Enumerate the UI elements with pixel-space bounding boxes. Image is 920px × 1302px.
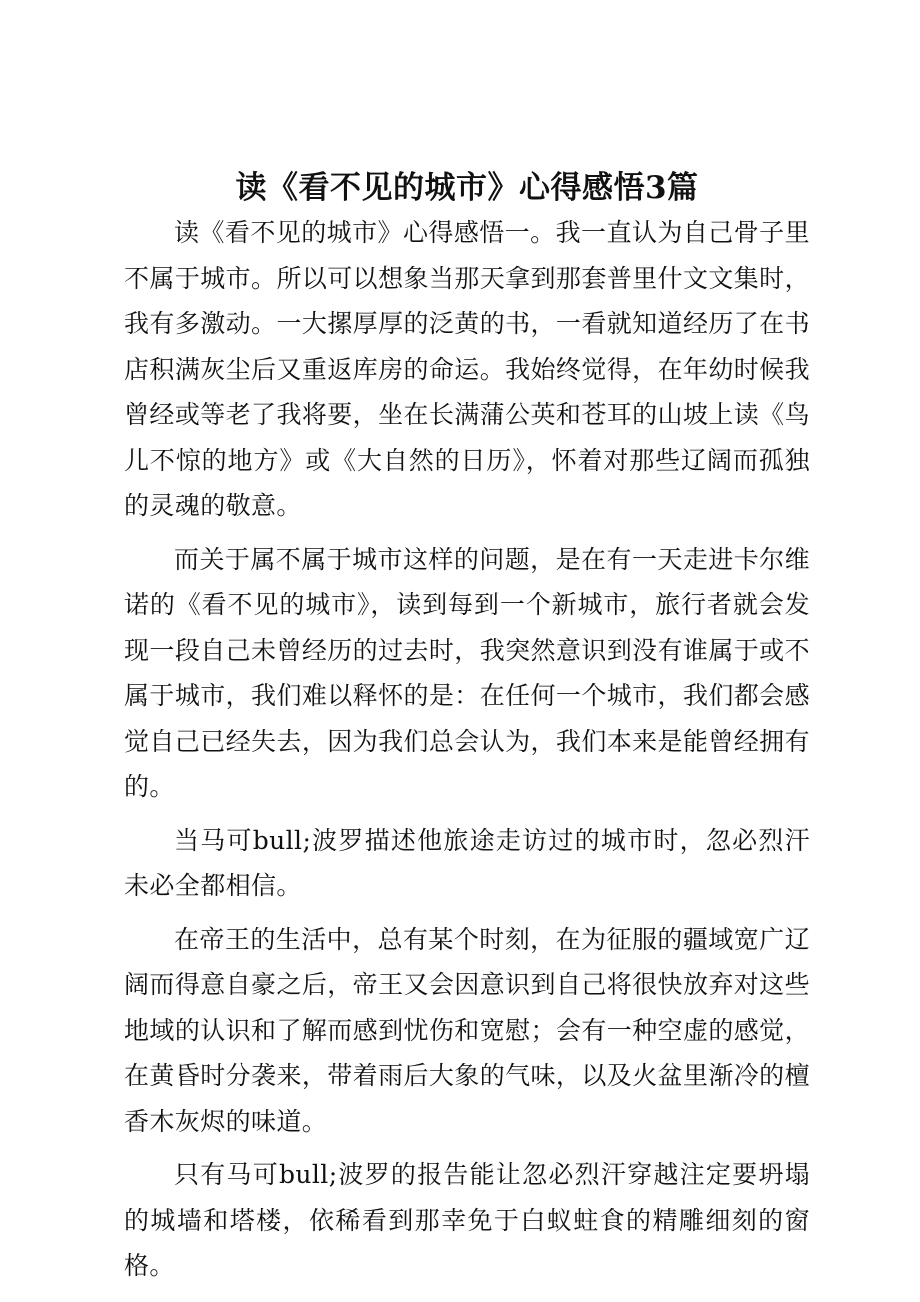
paragraph-3: 当马可bull;波罗描述他旅途走访过的城市时，忽必烈汗未必全都相信。 — [124, 825, 810, 900]
paragraph-1: 读《看不见的城市》心得感悟一。我一直认为自己骨子里不属于城市。所以可以想象当那天拿到那套普里什文文集时，我有多激动。一大摞厚厚的泛黄的书，一看就知道经历了在书店积满灰尘后又重返库房的命运。我始终觉得，在年幼时候我曾经或等老了我将要，坐在长满蒲公英和苍耳的山坡上读《鸟儿不惊的地方》或《大自然的日历》，怀着对那些辽阔而孤独的灵魂的敬意。 — [124, 218, 810, 520]
paragraph-5: 只有马可bull;波罗的报告能让忽必烈汗穿越注定要坍塌的城墙和塔楼，依稀看到那幸免于白蚁蛀食的精雕细刻的窗格。 — [124, 1160, 810, 1280]
paragraph-4: 在帝王的生活中，总有某个时刻，在为征服的疆域宽广辽阔而得意自豪之后，帝王又会因意识到自己将很快放弃对这些地域的认识和了解而感到忧伤和宽慰；会有一种空虚的感觉，在黄昏时分袭来，带着雨后大象的气味，以及火盆里渐冷的檀香木灰烬的味道。 — [124, 924, 810, 1136]
document-title: 读《看不见的城市》心得感悟3篇 — [235, 170, 699, 206]
paragraph-2: 而关于属不属于城市这样的问题，是在有一天走进卡尔维诺的《看不见的城市》，读到每到一个新城市，旅行者就会发现一段自己未曾经历的过去时，我突然意识到没有谁属于或不属于城市，我们难以释怀的是：在任何一个城市，我们都会感觉自己已经失去，因为我们总会认为，我们本来是能曾经拥有的。 — [124, 544, 810, 801]
document-body — [124, 166, 810, 1297]
